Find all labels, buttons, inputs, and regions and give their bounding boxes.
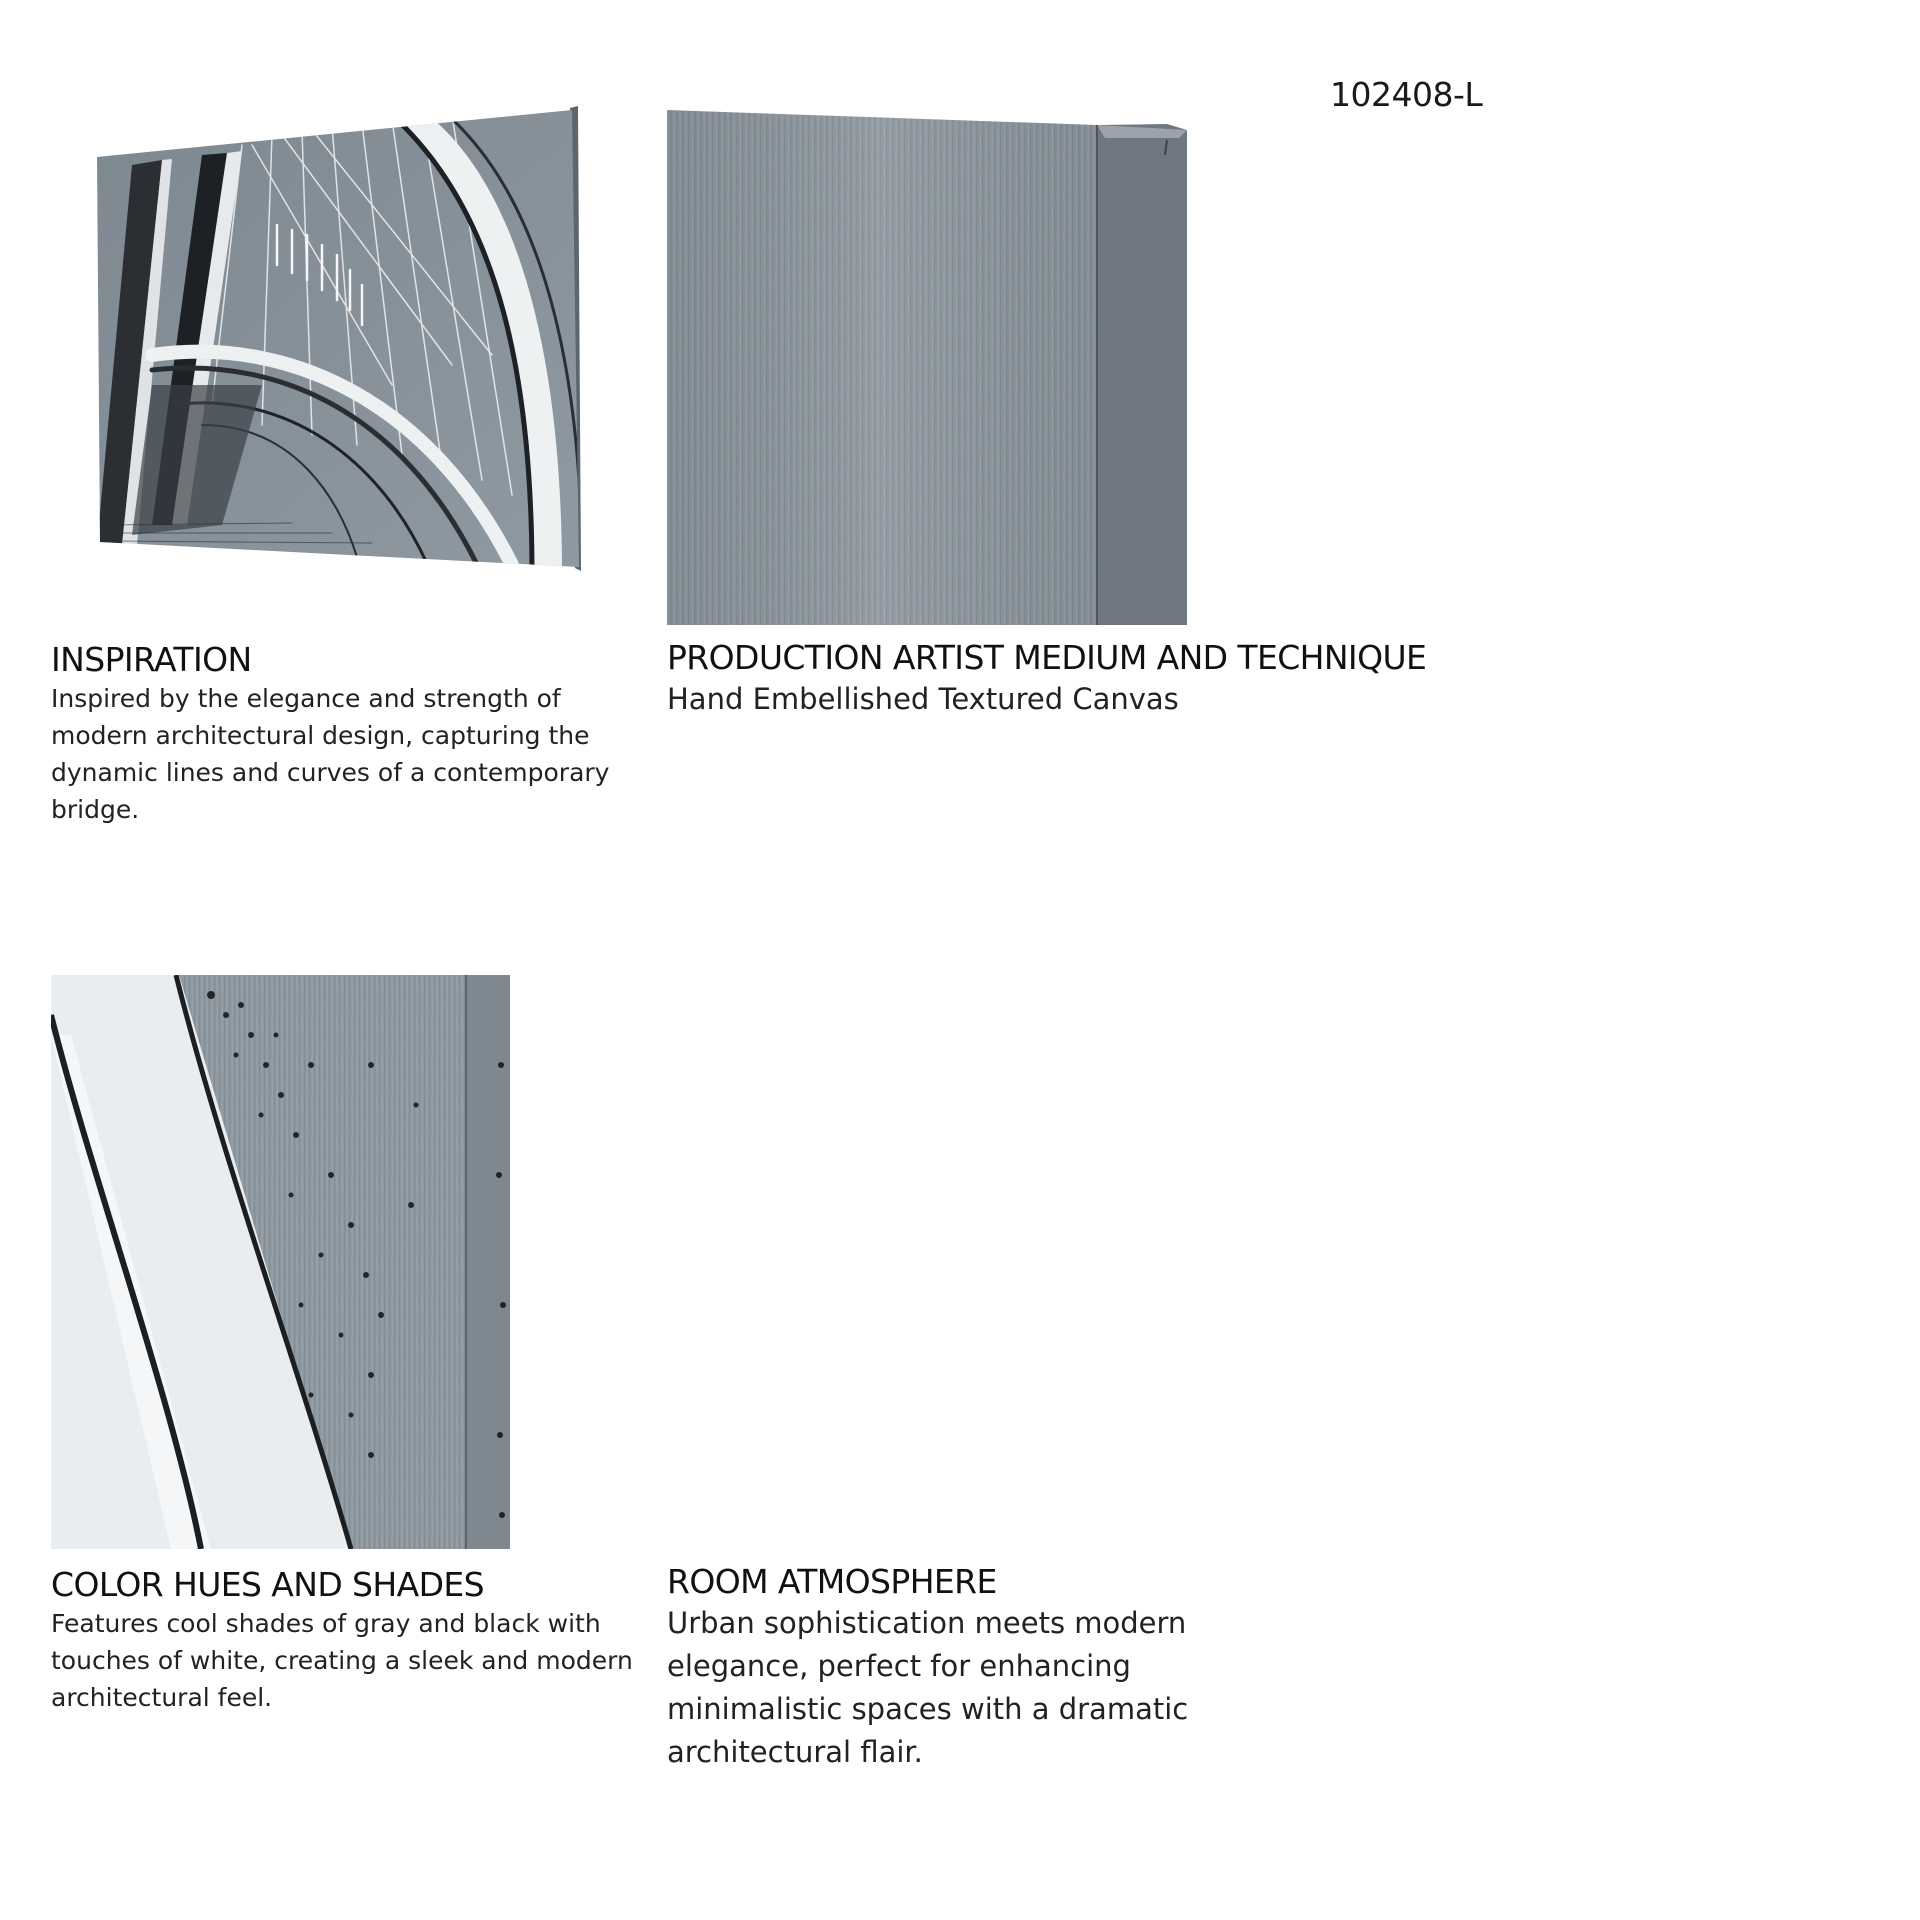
- room-section: [667, 1562, 1227, 1774]
- color-text: Features cool shades of gray and black with touches of white, creating a sleek and modern architectural feel.: [51, 1608, 633, 1712]
- color-detail-image: [51, 975, 510, 1549]
- inspiration-section: [51, 640, 651, 828]
- color-heading: COLOR HUES AND SHADES: [51, 1565, 484, 1604]
- room-heading: ROOM ATMOSPHERE: [667, 1562, 997, 1601]
- canvas-texture-image: [667, 110, 1187, 625]
- production-text: Hand Embellished Textured Canvas: [667, 681, 1179, 716]
- production-heading: PRODUCTION ARTIST MEDIUM AND TECHNIQUE: [667, 638, 1427, 677]
- product-code: 102408-L: [1330, 75, 1483, 114]
- production-section: [667, 638, 1567, 721]
- inspiration-heading: INSPIRATION: [51, 640, 252, 679]
- artwork-image: [92, 105, 582, 575]
- room-text: Urban sophistication meets modern elegance, perfect for enhancing minimalistic spaces with a dramatic architectural flair.: [667, 1605, 1189, 1769]
- inspiration-text: Inspired by the elegance and strength of modern architectural design, capturing the dynamic lines and curves of a contemporary bridge.: [51, 683, 610, 824]
- color-section: [51, 1565, 651, 1716]
